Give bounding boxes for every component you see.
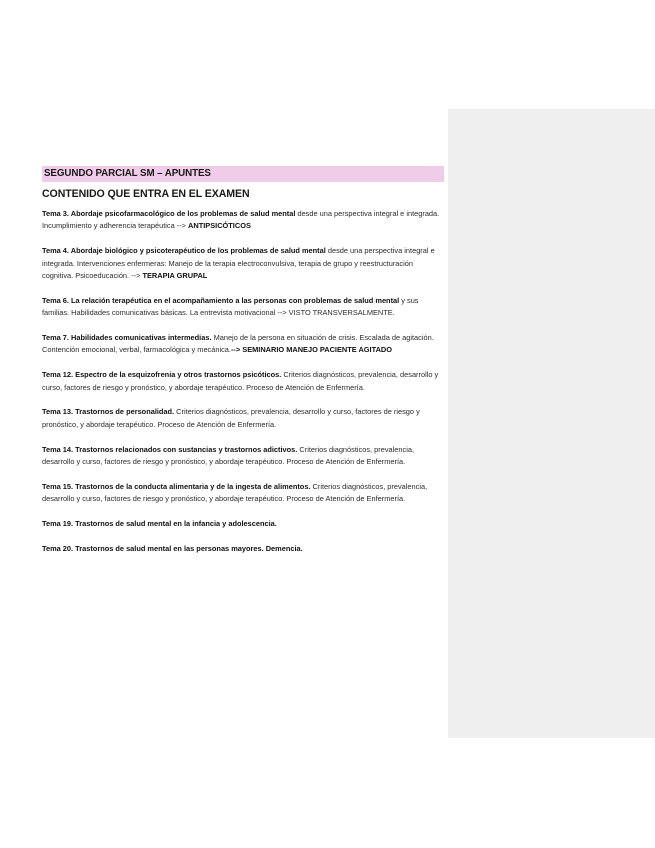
tema-6-text: y sus familias. Habilidades comunicativas básicas. La entrevista motivacional --> VISTO TRANSVERSALMENTE.: [42, 295, 419, 318]
tema-3-tag: ANTIPSICÓTICOS: [188, 221, 251, 231]
tema-20: [42, 543, 444, 555]
tema-15-title: Tema 15. Trastornos de la conducta alimentaria y de la ingesta de alimentos.: [42, 481, 311, 491]
tema-4-title: Tema 4. Abordaje biológico y psicoterapéutico de los problemas de salud mental: [42, 246, 326, 256]
tema-13-text: Criterios diagnósticos, prevalencia, desarrollo y curso, factores de riesgo y pronóstico, y abordaje terapéutico. Proceso de Atención de Enfermería.: [42, 407, 420, 429]
tema-15: [42, 481, 444, 506]
tema-12-text: Criterios diagnósticos, prevalencia, desarrollo y curso, factores de riesgo y pronóstico, y abordaje terapéutico. Proceso de Atención de Enfermería.: [42, 370, 439, 392]
tema-13: [42, 406, 444, 431]
tema-19-title: Tema 19. Trastornos de salud mental en la infancia y adolescencia.: [42, 519, 277, 529]
tema-4-text: desde una perspectiva integral e integrada. Intervenciones enfermeras: Manejo de la terapia electroconvulsiva, terapia de grupo y reestructuración cognitiva. Psicoeducación. -->: [42, 246, 435, 281]
tema-3-text: desde una perspectiva integral e integrada. Incumplimiento y adherencia terapéutica -->: [42, 209, 440, 231]
tema-7-tag: --> SEMINARIO MANEJO PACIENTE AGITADO: [230, 345, 392, 355]
tema-7: [42, 332, 444, 357]
document-title: SEGUNDO PARCIAL SM – APUNTES: [42, 166, 444, 182]
tema-14-title: Tema 14. Trastornos relacionados con sustancias y trastornos adictivos.: [42, 444, 298, 454]
tema-12-title: Tema 12. Espectro de la esquizofrenia y otros trastornos psicóticos.: [42, 370, 282, 380]
section-heading: CONTENIDO QUE ENTRA EN EL EXAMEN: [42, 188, 250, 200]
tema-7-title: Tema 7. Habilidades comunicativas intermedias.: [42, 333, 212, 343]
tema-13-title: Tema 13. Trastornos de personalidad.: [42, 407, 175, 417]
tema-14: [42, 444, 444, 469]
tema-4: [42, 245, 444, 282]
tema-6-title: Tema 6. La relación terapéutica en el acompañamiento a las personas con problemas de salud mental: [42, 295, 400, 305]
comment-margin-panel: [448, 109, 655, 738]
tema-20-title: Tema 20. Trastornos de salud mental en las personas mayores. Demencia.: [42, 543, 303, 553]
tema-15-text: Criterios diagnósticos, prevalencia, desarrollo y curso, factores de riesgo y pronóstico, y abordaje terapéutico. Proceso de Atención de Enfermería.: [42, 481, 428, 504]
tema-14-text: Criterios diagnósticos, prevalencia, desarrollo y curso, factores de riesgo y pronóstico, y abordaje terapéutico. Proceso de Atención de Enfermería.: [42, 444, 415, 467]
tema-7-text: Manejo de la persona en situación de crisis. Escalada de agitación. Contención emocional, verbal, farmacológica y mecánica.: [42, 333, 434, 355]
tema-3: [42, 208, 444, 233]
tema-12: [42, 369, 444, 394]
tema-19: [42, 518, 444, 530]
document-body: [42, 166, 444, 568]
tema-4-tag: TERAPIA GRUPAL: [142, 271, 208, 281]
tema-3-title: Tema 3. Abordaje psicofarmacológico de los problemas de salud mental: [42, 209, 296, 218]
tema-6: [42, 295, 444, 320]
